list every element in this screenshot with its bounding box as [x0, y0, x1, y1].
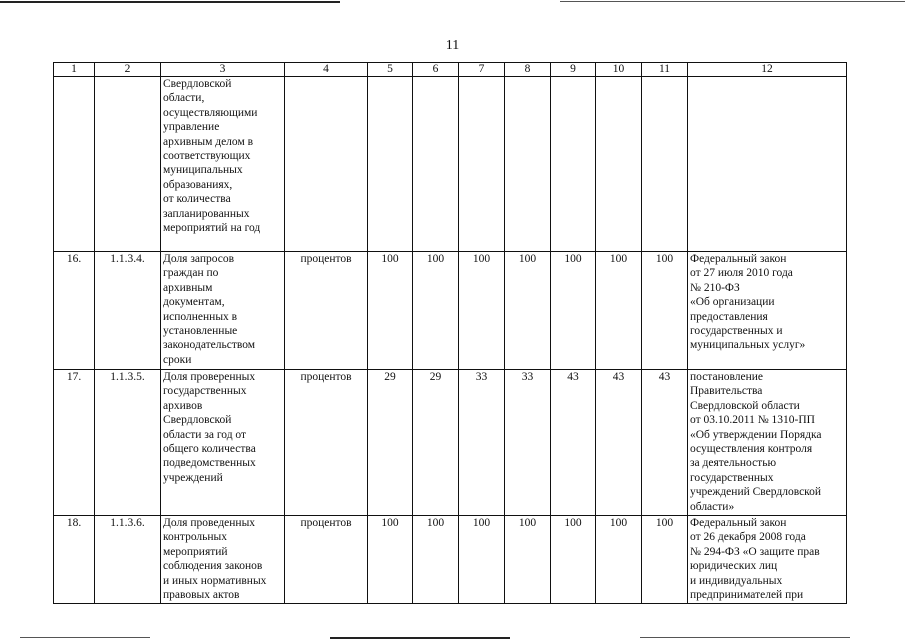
value-cell: 100 — [505, 252, 551, 370]
column-header: 1 — [54, 63, 95, 77]
row-code-cell: 1.1.3.6. — [95, 516, 161, 604]
value-cell — [505, 77, 551, 252]
row-code-cell — [95, 77, 161, 252]
indicator-cell: Свердловской области, осуществляющими управление архивным делом в соответствующих муниципальных образованиях, от количества запланированных мероприятий на год — [161, 77, 285, 252]
row-code-cell: 1.1.3.4. — [95, 252, 161, 370]
scan-edge-bottom-left — [20, 637, 150, 638]
value-cell: 33 — [459, 370, 505, 516]
indicators-table — [53, 62, 847, 604]
value-cell: 100 — [551, 252, 596, 370]
value-cell — [413, 77, 459, 252]
value-cell: 29 — [413, 370, 459, 516]
unit-cell: процентов — [285, 252, 368, 370]
value-cell: 100 — [596, 516, 642, 604]
indicator-cell: Доля проверенных государственных архивов Свердловской области за год от общего количества подведомственных учреждений — [161, 370, 285, 516]
column-header: 10 — [596, 63, 642, 77]
value-cell: 100 — [368, 252, 413, 370]
value-cell: 100 — [413, 516, 459, 604]
value-cell: 43 — [642, 370, 688, 516]
row-code-cell: 1.1.3.5. — [95, 370, 161, 516]
column-header: 6 — [413, 63, 459, 77]
table-row — [54, 370, 847, 516]
value-cell: 100 — [459, 252, 505, 370]
page-number: 11 — [445, 38, 460, 53]
table-row — [54, 252, 847, 370]
value-cell: 43 — [596, 370, 642, 516]
value-cell — [596, 77, 642, 252]
column-header: 2 — [95, 63, 161, 77]
value-cell: 100 — [642, 252, 688, 370]
value-cell — [459, 77, 505, 252]
value-cell: 29 — [368, 370, 413, 516]
value-cell: 43 — [551, 370, 596, 516]
row-number-cell: 16. — [54, 252, 95, 370]
value-cell: 100 — [368, 516, 413, 604]
scan-edge-top-left — [0, 1, 340, 3]
header-row — [54, 63, 847, 77]
value-cell — [368, 77, 413, 252]
unit-cell: процентов — [285, 370, 368, 516]
column-header: 5 — [368, 63, 413, 77]
source-cell: постановление Правительства Свердловской области от 03.10.2011 № 1310-ПП «Об утверждении Порядка осуществления контроля за деятельностью государственных учреждений Свердловской области» — [688, 370, 847, 516]
column-header: 12 — [688, 63, 847, 77]
value-cell: 33 — [505, 370, 551, 516]
value-cell: 100 — [642, 516, 688, 604]
value-cell: 100 — [413, 252, 459, 370]
value-cell — [642, 77, 688, 252]
scan-edge-top-right — [560, 1, 905, 2]
value-cell — [551, 77, 596, 252]
column-header: 11 — [642, 63, 688, 77]
unit-cell: процентов — [285, 516, 368, 604]
scan-edge-bottom-right — [640, 637, 850, 638]
unit-cell — [285, 77, 368, 252]
column-header: 9 — [551, 63, 596, 77]
column-header: 3 — [161, 63, 285, 77]
table-row — [54, 516, 847, 604]
indicator-cell: Доля запросов граждан по архивным документам, исполненных в установленные законодательством сроки — [161, 252, 285, 370]
column-header: 4 — [285, 63, 368, 77]
scan-edge-bottom-mid — [330, 637, 510, 639]
source-cell: Федеральный закон от 27 июля 2010 года № 210-ФЗ «Об организации предоставления государственных и муниципальных услуг» — [688, 252, 847, 370]
indicator-cell: Доля проведенных контрольных мероприятий соблюдения законов и иных нормативных правовых актов — [161, 516, 285, 604]
column-header: 8 — [505, 63, 551, 77]
value-cell: 100 — [505, 516, 551, 604]
table-row-continuation — [54, 77, 847, 252]
row-number-cell: 17. — [54, 370, 95, 516]
row-number-cell: 18. — [54, 516, 95, 604]
row-number-cell — [54, 77, 95, 252]
source-cell: Федеральный закон от 26 декабря 2008 года № 294-ФЗ «О защите прав юридических лиц и индивидуальных предпринимателей при — [688, 516, 847, 604]
column-header: 7 — [459, 63, 505, 77]
value-cell: 100 — [596, 252, 642, 370]
value-cell: 100 — [459, 516, 505, 604]
value-cell: 100 — [551, 516, 596, 604]
source-cell — [688, 77, 847, 252]
